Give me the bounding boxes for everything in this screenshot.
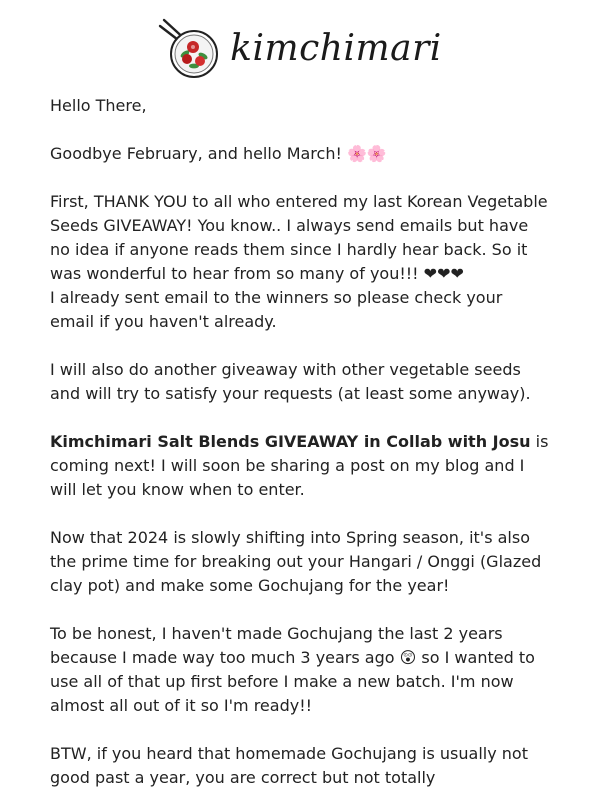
paragraph-intro: Goodbye February, and hello March! 🌸🌸 bbox=[50, 144, 387, 163]
email-header bbox=[0, 0, 600, 90]
greeting: Hello There, bbox=[50, 96, 147, 115]
paragraph-salt-blends bbox=[50, 430, 550, 502]
paragraph-btw: BTW, if you heard that homemade Gochujang is usually not good past a year, you are correct but not totally bbox=[50, 744, 528, 787]
salt-blends-highlight: Kimchimari Salt Blends GIVEAWAY in Collab with Josu bbox=[50, 432, 531, 451]
salt-blends-text: is coming next! I will soon be sharing a post on my blog and I will let you know when to enter. bbox=[50, 432, 549, 499]
kimchi-bowl-icon bbox=[158, 16, 222, 80]
paragraph-thanks: First, THANK YOU to all who entered my last Korean Vegetable Seeds GIVEAWAY! You know.. I always send emails but have no idea if anyone reads them since I hardly hear back. So it was wonderful to hear from so many of you!!! ❤❤❤ bbox=[50, 192, 548, 283]
paragraph-gochujang: To be honest, I haven't made Gochujang the last 2 years because I made way too much 3 years ago 😲 so I wanted to use all of that up first before I make a new batch. I'm now almost all out of it so I'm ready!! bbox=[50, 624, 535, 715]
brand-logo[interactable] bbox=[158, 16, 442, 80]
paragraph-winners: I already sent email to the winners so please check your email if you haven't already. bbox=[50, 288, 503, 331]
paragraph-next-giveaway: I will also do another giveaway with other vegetable seeds and will try to satisfy your requests (at least some anyway). bbox=[50, 360, 531, 403]
paragraph-spring: Now that 2024 is slowly shifting into Spring season, it's also the prime time for breaking out your Hangari / Onggi (Glazed clay pot) and make some Gochujang for the year! bbox=[50, 528, 542, 595]
brand-wordmark: kimchimari bbox=[230, 27, 442, 69]
email-body bbox=[0, 90, 600, 790]
